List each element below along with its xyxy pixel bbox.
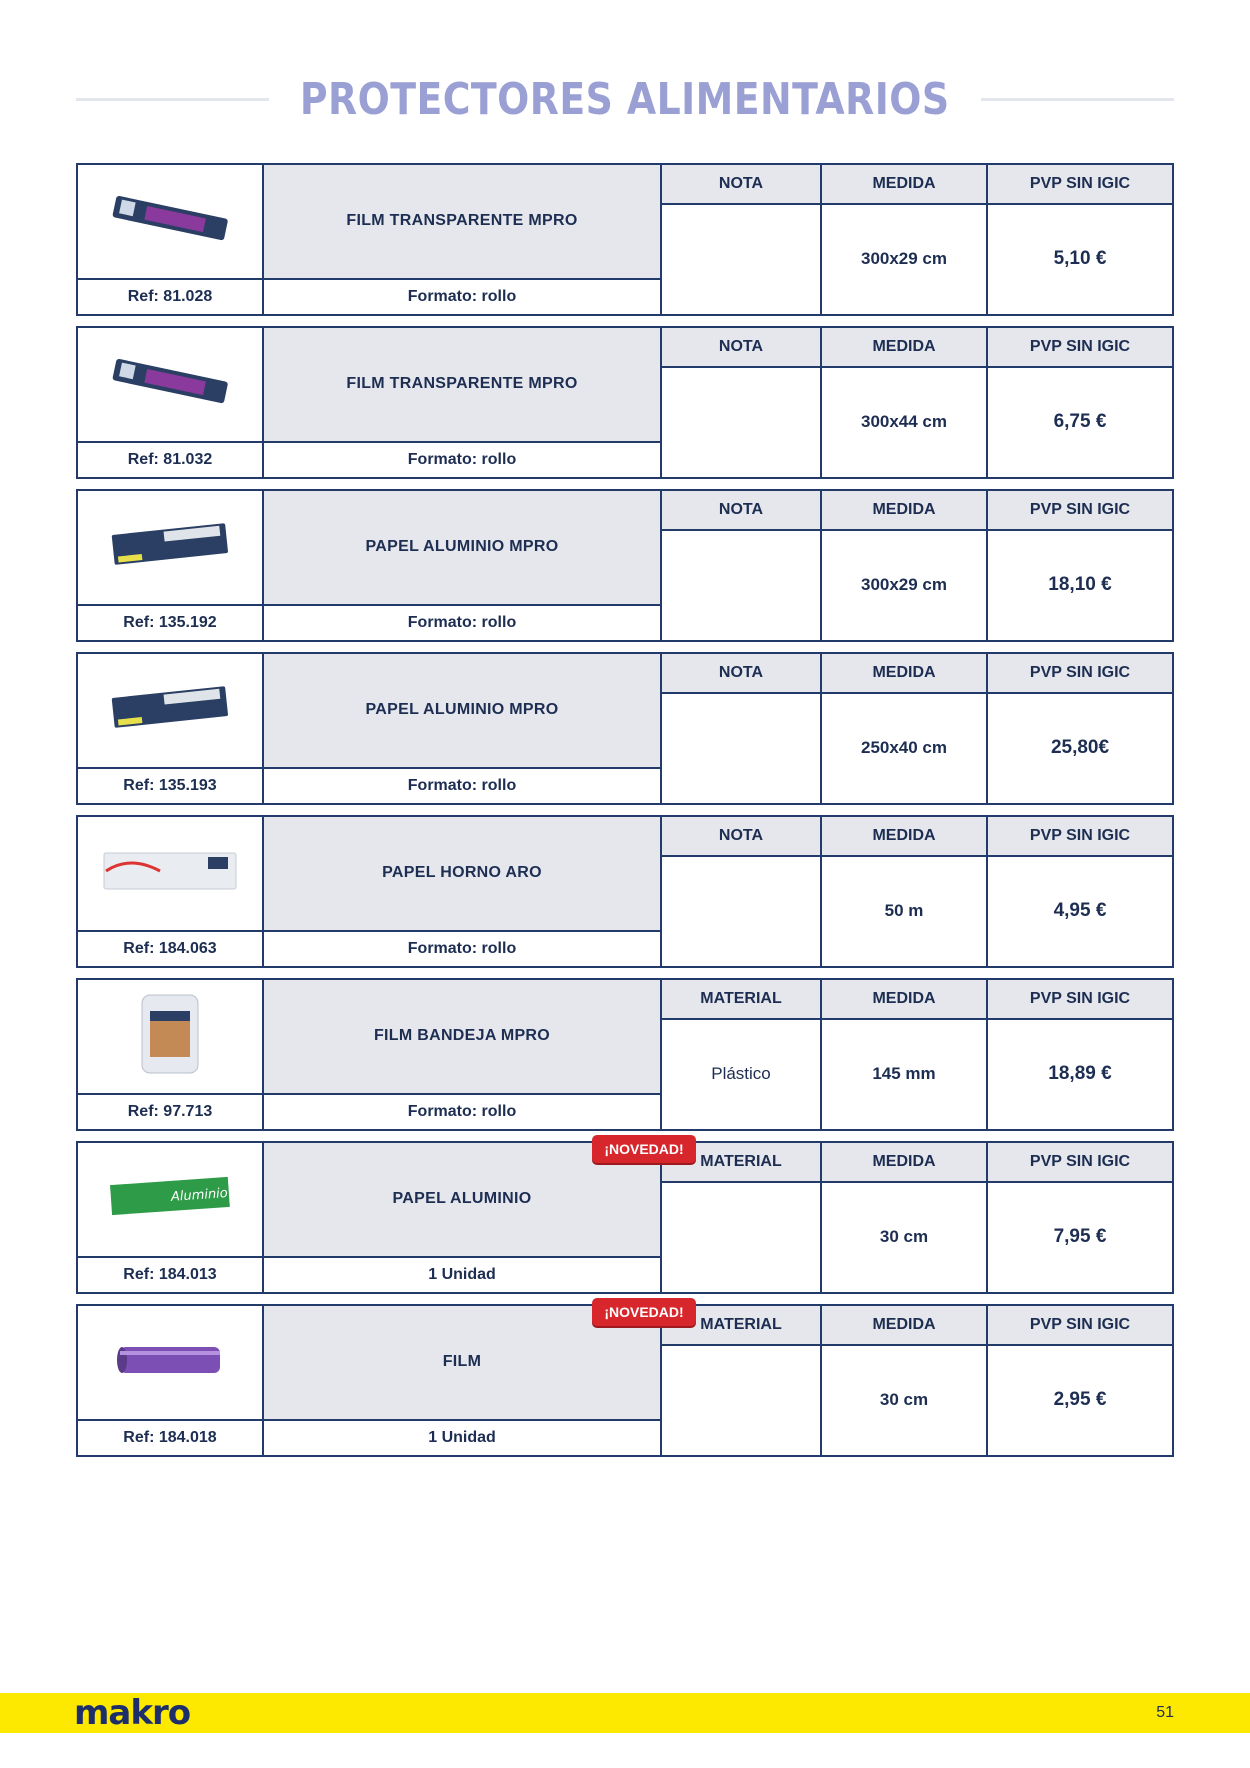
size-header: MEDIDA (822, 165, 986, 205)
size-column (822, 1143, 988, 1292)
size-column (822, 654, 988, 803)
product-name: PAPEL ALUMINIO MPRO (264, 654, 662, 769)
price-value: 6,75 € (1053, 410, 1107, 432)
price-value: 5,10 € (1053, 247, 1107, 269)
size-header: MEDIDA (822, 980, 986, 1020)
price-header: PVP SIN IGIC (988, 654, 1172, 694)
product-name: PAPEL ALUMINIO (264, 1143, 662, 1258)
product-image-cell (78, 1143, 264, 1258)
note-material-column (662, 817, 822, 966)
product-ref: Ref: 97.713 (78, 1095, 264, 1129)
price-value: 25,80€ (1050, 736, 1110, 758)
note-material-value (662, 368, 820, 477)
note-material-column (662, 980, 822, 1129)
size-value: 30 cm (879, 1226, 929, 1246)
note-material-value (662, 857, 820, 966)
product-format: Formato: rollo (264, 280, 662, 314)
product-card-1 (76, 163, 1174, 316)
page-title: PROTECTORES ALIMENTARIOS (300, 73, 950, 125)
product-ref: Ref: 184.063 (78, 932, 264, 966)
product-card-5 (76, 815, 1174, 968)
size-column (822, 491, 988, 640)
price-column (988, 654, 1172, 803)
page-number: 51 (1156, 1704, 1174, 1721)
price-header: PVP SIN IGIC (988, 980, 1172, 1020)
baking-paper-box-icon (100, 841, 240, 906)
product-format: 1 Unidad (264, 1421, 662, 1455)
product-image-cell (78, 1306, 264, 1421)
note-material-value (662, 694, 820, 803)
price-header: PVP SIN IGIC (988, 165, 1172, 205)
plastic-wrap-box-icon (105, 189, 235, 254)
product-name: FILM BANDEJA MPRO (264, 980, 662, 1095)
novedad-badge: ¡NOVEDAD! (592, 1298, 696, 1326)
price-column (988, 817, 1172, 966)
price-column (988, 1143, 1172, 1292)
note-material-header: MATERIAL (662, 1306, 820, 1346)
product-image-cell (78, 491, 264, 606)
note-material-column (662, 1143, 822, 1292)
size-header: MEDIDA (822, 654, 986, 694)
size-header: MEDIDA (822, 1143, 986, 1183)
price-value: 2,95 € (1053, 1388, 1107, 1410)
product-ref: Ref: 135.193 (78, 769, 264, 803)
size-value: 300x29 cm (860, 574, 948, 594)
product-format: Formato: rollo (264, 769, 662, 803)
price-value: 4,95 € (1053, 899, 1107, 921)
product-ref: Ref: 184.018 (78, 1421, 264, 1455)
price-column (988, 165, 1172, 314)
size-value: 30 cm (879, 1389, 929, 1409)
product-image-cell (78, 980, 264, 1095)
note-material-header: MATERIAL (662, 980, 820, 1020)
product-ref: Ref: 81.028 (78, 280, 264, 314)
price-header: PVP SIN IGIC (988, 491, 1172, 531)
product-ref: Ref: 135.192 (78, 606, 264, 640)
product-ref: Ref: 81.032 (78, 443, 264, 477)
price-value: 18,89 € (1048, 1062, 1112, 1084)
title-rule-left (76, 98, 269, 101)
product-name: PAPEL HORNO ARO (264, 817, 662, 932)
price-column (988, 328, 1172, 477)
price-header: PVP SIN IGIC (988, 1306, 1172, 1346)
note-material-header: NOTA (662, 328, 820, 368)
size-value: 50 m (884, 900, 924, 920)
note-material-header: NOTA (662, 491, 820, 531)
price-column (988, 980, 1172, 1129)
product-format: Formato: rollo (264, 443, 662, 477)
product-format: Formato: rollo (264, 1095, 662, 1129)
size-header: MEDIDA (822, 817, 986, 857)
product-name: PAPEL ALUMINIO MPRO (264, 491, 662, 606)
size-column (822, 980, 988, 1129)
note-material-column (662, 654, 822, 803)
title-bar (76, 66, 1174, 132)
note-material-header: MATERIAL (662, 1143, 820, 1183)
product-image-cell (78, 817, 264, 932)
size-column (822, 165, 988, 314)
product-list (76, 163, 1174, 1467)
product-card-6 (76, 978, 1174, 1131)
note-material-value (662, 1183, 820, 1292)
note-material-column (662, 328, 822, 477)
price-header: PVP SIN IGIC (988, 328, 1172, 368)
product-name: FILM (264, 1306, 662, 1421)
size-value: 145 mm (872, 1063, 936, 1083)
foil-box-icon (105, 678, 235, 743)
makro-logo: makro (74, 1693, 191, 1733)
film-roll-icon (130, 989, 210, 1084)
note-material-value (662, 1346, 820, 1455)
title-rule-right (981, 98, 1174, 101)
size-column (822, 817, 988, 966)
product-format: Formato: rollo (264, 606, 662, 640)
product-card-3 (76, 489, 1174, 642)
product-card-4 (76, 652, 1174, 805)
product-ref: Ref: 184.013 (78, 1258, 264, 1292)
novedad-badge: ¡NOVEDAD! (592, 1135, 696, 1163)
price-value: 18,10 € (1048, 573, 1112, 595)
note-material-header: NOTA (662, 654, 820, 694)
product-image-cell (78, 654, 264, 769)
size-value: 300x29 cm (860, 248, 948, 268)
price-header: PVP SIN IGIC (988, 817, 1172, 857)
foil-box-icon (105, 515, 235, 580)
size-header: MEDIDA (822, 491, 986, 531)
size-header: MEDIDA (822, 1306, 986, 1346)
note-material-column (662, 1306, 822, 1455)
price-column (988, 491, 1172, 640)
note-material-value: Plástico (711, 1063, 771, 1083)
product-image-cell (78, 165, 264, 280)
price-header: PVP SIN IGIC (988, 1143, 1172, 1183)
product-card-8 (76, 1304, 1174, 1457)
size-header: MEDIDA (822, 328, 986, 368)
plastic-wrap-box-icon (105, 352, 235, 417)
size-column (822, 328, 988, 477)
note-material-header: NOTA (662, 817, 820, 857)
note-material-value (662, 531, 820, 640)
aluminio-box-icon (105, 1167, 235, 1232)
product-image-cell (78, 328, 264, 443)
product-card-2 (76, 326, 1174, 479)
note-material-column (662, 491, 822, 640)
note-material-value (662, 205, 820, 314)
size-value: 300x44 cm (860, 411, 948, 431)
note-material-header: NOTA (662, 165, 820, 205)
price-value: 7,95 € (1053, 1225, 1107, 1247)
purple-film-roll-icon (110, 1335, 230, 1390)
svg-text:Aluminio: Aluminio (170, 1185, 229, 1205)
product-card-7 (76, 1141, 1174, 1294)
size-value: 250x40 cm (860, 737, 948, 757)
product-name: FILM TRANSPARENTE MPRO (264, 328, 662, 443)
size-column (822, 1306, 988, 1455)
price-column (988, 1306, 1172, 1455)
product-format: 1 Unidad (264, 1258, 662, 1292)
note-material-column (662, 165, 822, 314)
product-format: Formato: rollo (264, 932, 662, 966)
product-name: FILM TRANSPARENTE MPRO (264, 165, 662, 280)
